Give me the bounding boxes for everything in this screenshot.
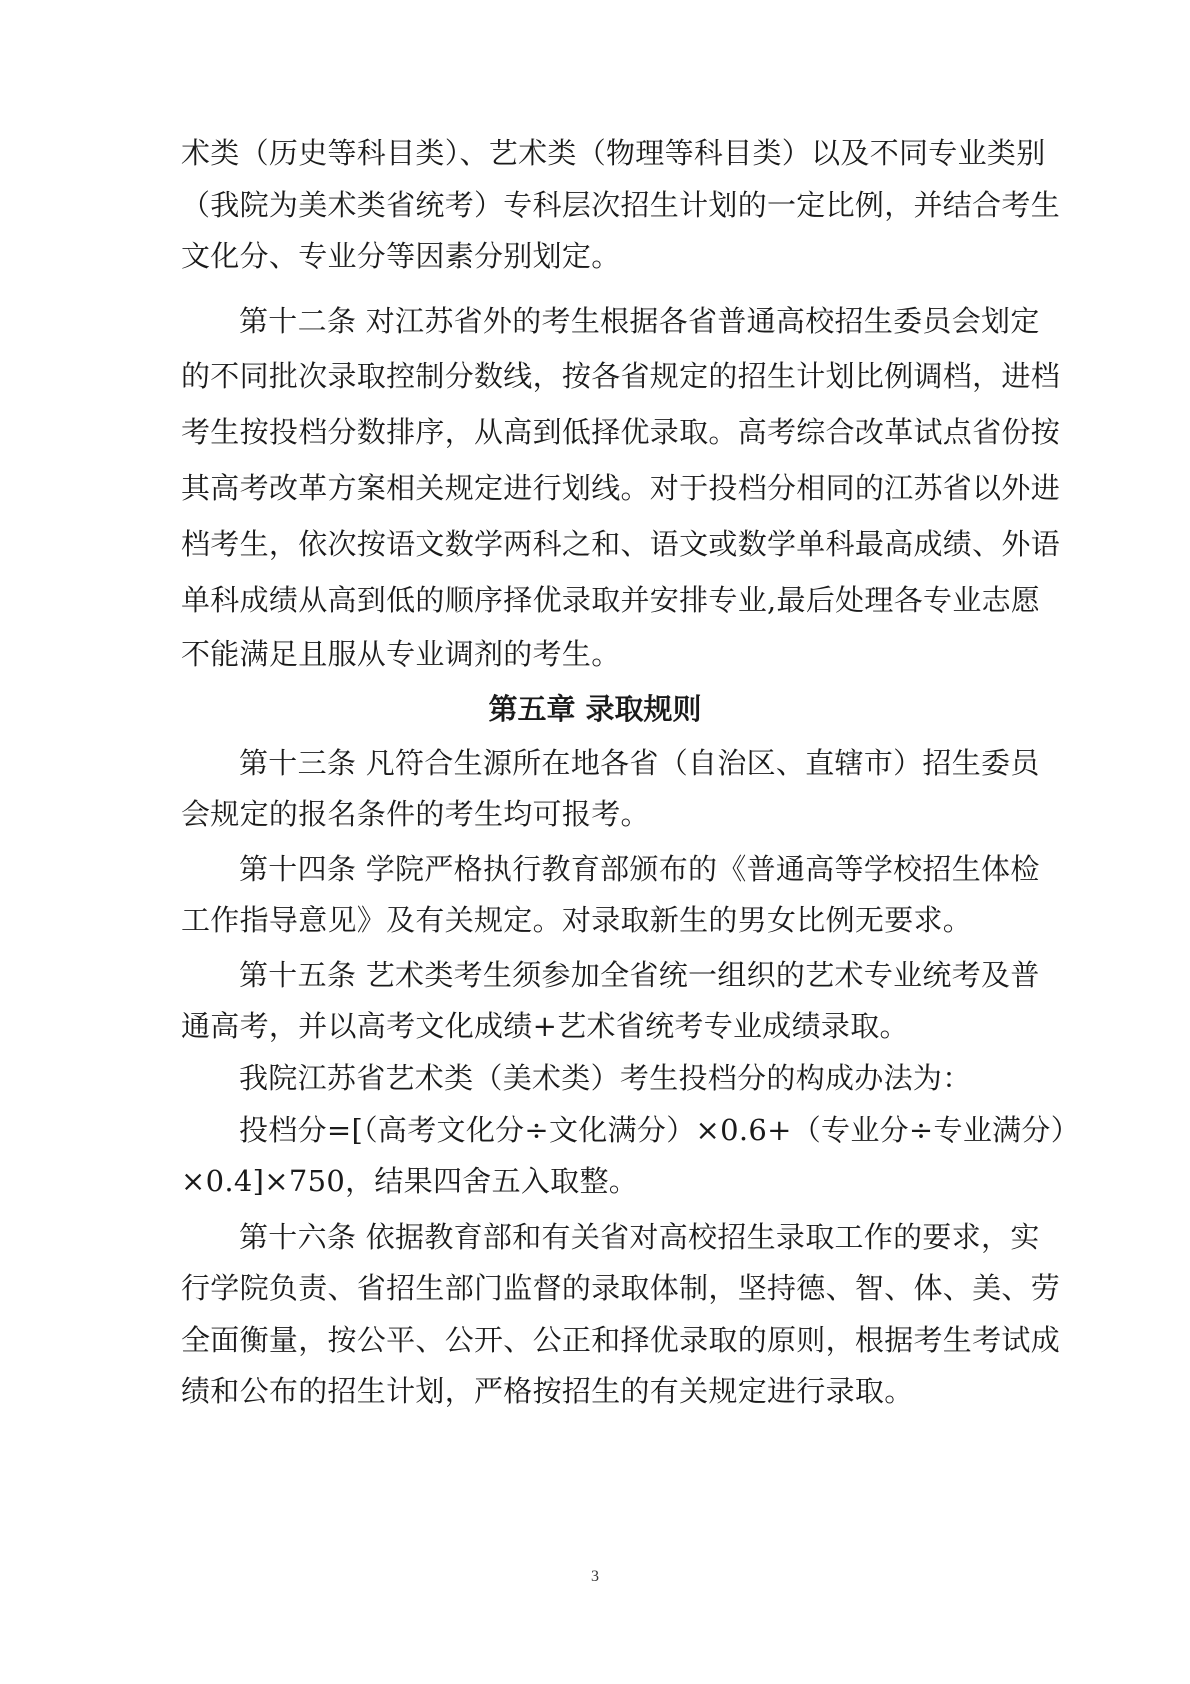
text-line: 其高考改革方案相关规定进行划线。对于投档分相同的江苏省以外进 [181, 471, 1061, 505]
text-line: 会规定的报名条件的考生均可报考。 [181, 797, 650, 831]
text-line: 行学院负责、省招生部门监督的录取体制，坚持德、智、体、美、劳 [181, 1271, 1061, 1305]
text-line: 通高考，并以高考文化成绩+艺术省统考专业成绩录取。 [181, 1009, 909, 1043]
article-16-line: 第十六条 依据教育部和有关省对高校招生录取工作的要求，实 [239, 1220, 1040, 1254]
text-line: 不能满足且服从专业调剂的考生。 [181, 637, 621, 671]
text-line: 考生按投档分数排序，从高到低择优录取。高考综合改革试点省份按 [181, 415, 1061, 449]
text-line: 术类（历史等科目类）、艺术类（物理等科目类）以及不同专业类别 [181, 136, 1046, 170]
text-line: 绩和公布的招生计划，严格按招生的有关规定进行录取。 [181, 1374, 914, 1408]
text-line: 工作指导意见》及有关规定。对录取新生的男女比例无要求。 [181, 903, 973, 937]
text-line: 档考生，依次按语文数学两科之和、语文或数学单科最高成绩、外语 [181, 527, 1061, 561]
text-line: 全面衡量，按公平、公开、公正和择优录取的原则，根据考生考试成 [181, 1323, 1061, 1357]
article-12-line: 第十二条 对江苏省外的考生根据各省普通高校招生委员会划定 [239, 304, 1040, 338]
text-line: 单科成绩从高到低的顺序择优录取并安排专业,最后处理各专业志愿 [181, 583, 1041, 617]
text-line: 的不同批次录取控制分数线，按各省规定的招生计划比例调档，进档 [181, 359, 1061, 393]
article-14-line: 第十四条 学院严格执行教育部颁布的《普通高等学校招生体检 [239, 852, 1040, 886]
text-line: 我院江苏省艺术类（美术类）考生投档分的构成办法为： [239, 1061, 972, 1095]
formula-line: 投档分=[（高考文化分÷文化满分）×0.6+（专业分÷专业满分） [239, 1113, 1081, 1147]
formula-line: ×0.4]×750，结果四舍五入取整。 [181, 1164, 639, 1198]
article-13-line: 第十三条 凡符合生源所在地各省（自治区、直辖市）招生委员 [239, 746, 1040, 780]
text-line: 文化分、专业分等因素分别划定。 [181, 239, 621, 273]
chapter-heading: 第五章 录取规则 [488, 692, 702, 726]
article-15-line: 第十五条 艺术类考生须参加全省统一组织的艺术专业统考及普 [239, 958, 1040, 992]
text-line: （我院为美术类省统考）专科层次招生计划的一定比例，并结合考生 [181, 188, 1061, 222]
page-number: 3 [591, 1568, 599, 1585]
